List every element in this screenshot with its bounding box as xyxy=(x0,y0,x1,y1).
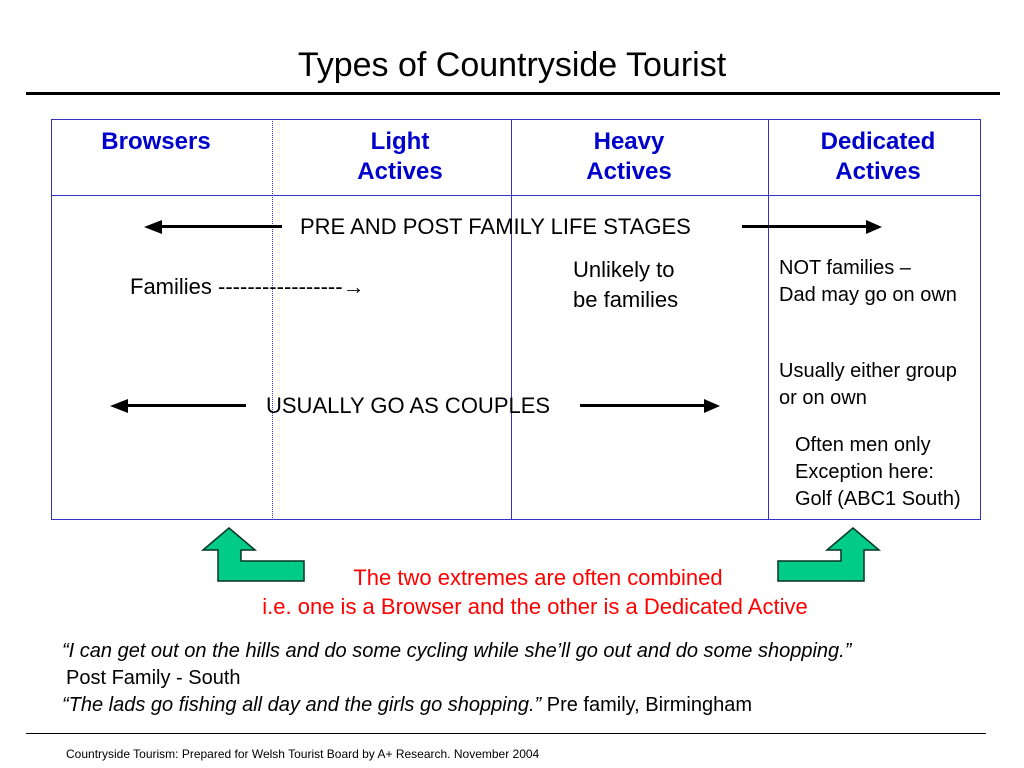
note-line: Golf (ABC1 South) xyxy=(795,488,961,510)
arrow-left-icon xyxy=(110,398,128,414)
note-line: or on own xyxy=(779,387,867,409)
unlikely-families-note xyxy=(573,255,678,315)
header-line: Actives xyxy=(835,158,921,185)
header-line: Heavy xyxy=(593,128,665,155)
footer-divider xyxy=(26,733,986,734)
group-note xyxy=(779,358,957,412)
header-light-actives xyxy=(272,127,528,187)
callout-line-1: The two extremes are often combined xyxy=(353,565,723,590)
arrow-right-line xyxy=(580,404,708,407)
header-heavy-actives xyxy=(511,127,747,187)
arrow-right-icon: → xyxy=(342,274,365,299)
note-line: Dad may go on own xyxy=(779,284,957,306)
arrow-right-icon xyxy=(866,219,882,235)
footer-text: Countryside Tourism: Prepared for Welsh Tourist Board by A+ Research. November 2004 xyxy=(66,747,540,761)
not-families-note xyxy=(779,255,957,309)
quote-2 xyxy=(62,692,752,719)
families-label xyxy=(130,272,365,302)
header-line: Actives xyxy=(357,158,443,185)
men-only-note xyxy=(795,432,961,513)
quote-2-text: “The lads go fishing all day and the girls go shopping.” xyxy=(62,694,542,716)
families-text: Families ----------------- xyxy=(130,274,343,299)
slide-title: Types of Countryside Tourist xyxy=(297,46,727,84)
header-line: Actives xyxy=(586,158,672,185)
table-header-divider xyxy=(51,195,981,196)
note-line: Often men only xyxy=(795,434,931,456)
arrow-left-icon xyxy=(144,219,162,235)
header-line: Browsers xyxy=(101,128,211,155)
quote-1: “I can get out on the hills and do some cycling while she’ll go out and do some shopping.” xyxy=(62,640,852,662)
note-line: be families xyxy=(573,287,679,312)
header-dedicated-actives xyxy=(768,127,988,187)
quote-2-source: Pre family, Birmingham xyxy=(541,694,752,716)
quote-1-source: Post Family - South xyxy=(66,667,241,689)
note-line: Usually either group xyxy=(779,360,957,382)
couples-label: USUALLY GO AS COUPLES xyxy=(266,393,551,418)
title-divider xyxy=(26,92,1000,95)
arrow-left-line xyxy=(118,404,246,407)
arrow-right-line xyxy=(742,225,870,228)
arrow-right-icon xyxy=(704,398,720,414)
note-line: Exception here: xyxy=(795,461,934,483)
header-browsers xyxy=(51,127,261,157)
header-line: Dedicated xyxy=(820,128,936,155)
note-line: Unlikely to xyxy=(573,257,675,282)
header-line: Light xyxy=(370,128,430,155)
note-line: NOT families – xyxy=(779,257,911,279)
callout-line-2: i.e. one is a Browser and the other is a Dedicated Active xyxy=(262,594,808,619)
pre-post-family-label: PRE AND POST FAMILY LIFE STAGES xyxy=(300,214,691,239)
arrow-left-line xyxy=(152,225,282,228)
